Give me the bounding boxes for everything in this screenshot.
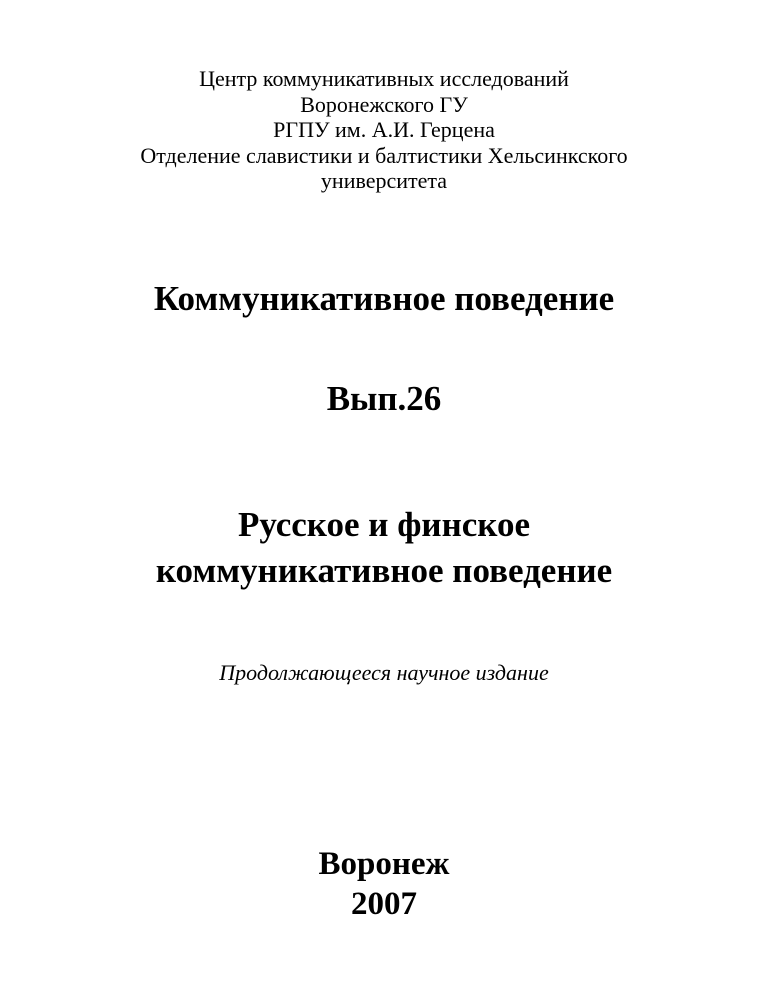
main-title bbox=[20, 502, 748, 594]
affiliation-line: Воронежского ГУ bbox=[300, 91, 468, 117]
affiliation-line: Центр коммуникативных исследований bbox=[199, 66, 569, 91]
affiliation-line: университета bbox=[320, 168, 448, 194]
issue-number: Вып.26 bbox=[326, 379, 442, 418]
series-title: Коммуникативное поведение bbox=[153, 279, 615, 318]
subtitle: Продолжающееся научное издание bbox=[219, 660, 549, 685]
main-title-line: Русское и финское bbox=[237, 505, 531, 544]
imprint-city: Воронеж bbox=[318, 846, 450, 882]
affiliations-block bbox=[40, 66, 728, 194]
imprint-year: 2007 bbox=[351, 886, 417, 922]
affiliation-line: РГПУ им. А.И. Герцена bbox=[273, 117, 495, 143]
main-title-line: коммуникативное поведение bbox=[155, 551, 613, 590]
affiliation-line: Отделение славистики и балтистики Хельсинкского bbox=[140, 142, 628, 168]
imprint bbox=[20, 844, 748, 924]
